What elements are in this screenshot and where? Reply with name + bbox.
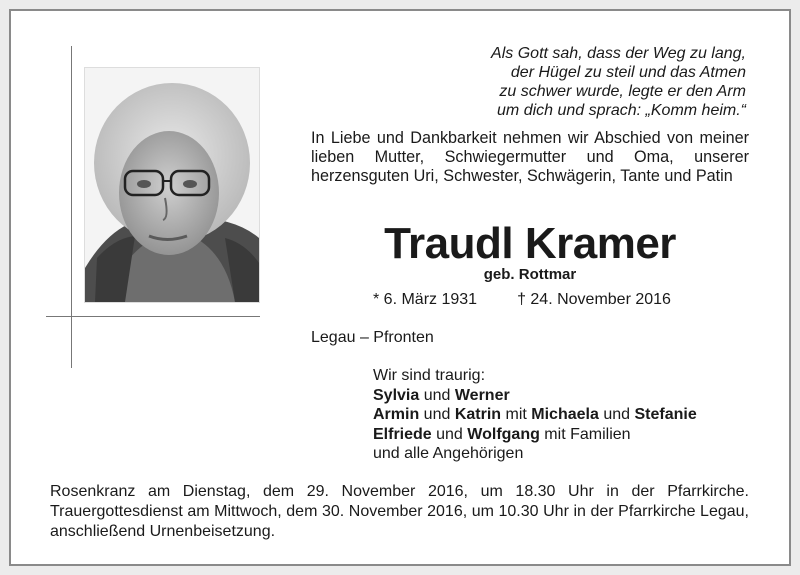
mourner-line xyxy=(373,425,697,445)
portrait-photo xyxy=(84,67,260,303)
mourners-heading: Wir sind traurig: xyxy=(373,367,486,384)
mourners-block xyxy=(373,366,697,464)
birth-date: * 6. März 1931 xyxy=(373,291,478,308)
mourner-name: Armin xyxy=(373,406,420,423)
quote-line: Als Gott sah, dass der Weg zu lang, xyxy=(491,45,746,62)
birth-name: geb. Rottmar xyxy=(483,266,577,283)
mourner-name: Katrin xyxy=(454,406,502,423)
quote-line: zu schwer wurde, legte er den Arm xyxy=(499,83,746,100)
service-details: Rosenkranz am Dienstag, dem 29. November 2016, um 18.30 Uhr in der Pfarrkirche. Trauergottesdienst am Mittwoch, dem 30. November 2016, um 10.30 Uhr in der Pfarrkirche Legau, anschließend Urnenbeisetzung. xyxy=(50,483,749,540)
quote-line: der Hügel zu steil und das Atmen xyxy=(510,64,746,81)
mourner-line xyxy=(373,386,697,406)
horizontal-divider xyxy=(46,316,260,317)
intro-text: In Liebe und Dankbarkeit nehmen wir Abschied von meiner lieben Mutter, Schwiegermutter und Oma, unserer herzensguten Uri, Schwester, Schwägerin, Tante und Patin xyxy=(311,129,749,185)
life-dates xyxy=(373,291,711,309)
vertical-divider xyxy=(71,46,72,368)
connector: und xyxy=(419,406,455,423)
connector: mit Familien xyxy=(539,425,631,443)
mourner-name: Elfriede xyxy=(373,425,432,443)
quote-line: um dich und sprach: „Komm heim.“ xyxy=(497,102,746,119)
mourner-line: und alle Angehörigen xyxy=(373,445,524,462)
places: Legau – Pfronten xyxy=(311,329,434,346)
mourner-name: Stefanie xyxy=(634,406,697,423)
mourner-name: Michaela xyxy=(531,406,599,423)
quote-block xyxy=(440,44,746,120)
portrait-illustration xyxy=(85,68,259,302)
connector: und xyxy=(431,425,468,443)
mourner-name: Werner xyxy=(454,386,510,404)
connector: und xyxy=(419,386,455,404)
connector: und xyxy=(598,406,635,423)
death-date: † 24. November 2016 xyxy=(517,291,671,308)
mourner-name: Sylvia xyxy=(373,386,420,404)
deceased-name: Traudl Kramer xyxy=(384,219,676,268)
mourner-line xyxy=(373,405,697,425)
mourner-name: Wolfgang xyxy=(467,425,540,443)
connector: mit xyxy=(501,406,532,423)
